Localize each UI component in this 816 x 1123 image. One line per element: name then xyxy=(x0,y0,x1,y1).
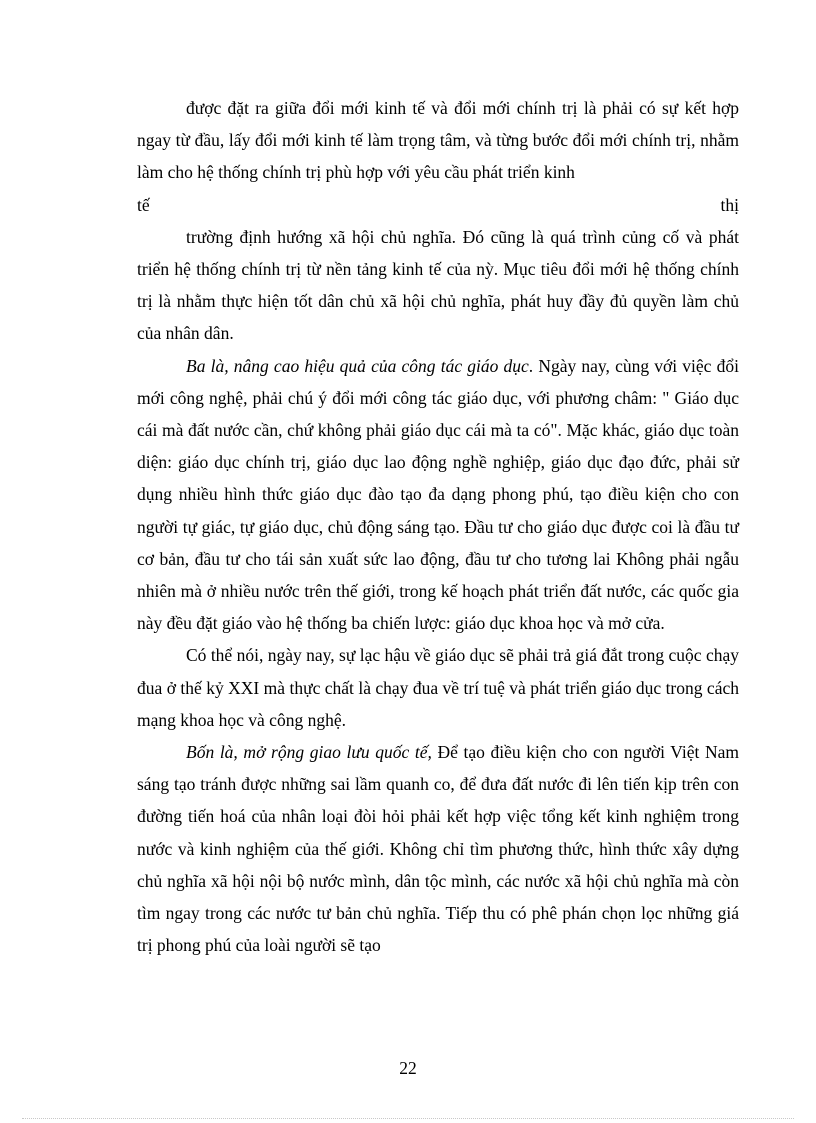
paragraph-1-line-2: tế thị xyxy=(137,194,739,215)
paragraph-4-text: Có thể nói, ngày nay, sự lạc hậu về giáo dục sẽ phải trả giá đắt trong cuộc chạy đua ở thế kỷ XXI mà thực chất là chạy đua về trí tuệ và phát triển giáo dục trong cách mạng khoa học và công nghệ. xyxy=(137,645,739,730)
document-body xyxy=(137,92,739,961)
paragraph-2 xyxy=(137,221,739,350)
paragraph-3-text: . Ngày nay, cùng với việc đổi mới công nghệ, phải chú ý đổi mới công tác giáo dục, với phương châm: " Giáo dục cái mà đất nước cần, chứ không phải giáo dục cái mà ta có". Mặc khác, giáo dục toàn diện: giáo dục chính trị, giáo dục lao động nghề nghiệp, giáo dục đạo đức, phải sử dụng nhiều hình thức giáo dục đào tạo đa dạng phong phú, tạo điều kiện cho con người tự giác, tự giáo dục, chủ động sáng tạo. Đầu tư cho giáo dục được coi là đầu tư cơ bản, đầu tư cho tái sản xuất sức lao động, đầu tư cho tương lai Không phải ngẫu nhiên mà ở nhiều nước trên thế giới, trong kế hoạch phát triển đất nước, các quốc gia này đều đặt giáo vào hệ thống ba chiến lược: giáo dục khoa học và mở cửa. xyxy=(137,355,739,634)
paragraph-3 xyxy=(137,350,739,640)
page-bottom-divider xyxy=(22,1118,794,1119)
paragraph-5 xyxy=(137,736,739,961)
page-number: 22 xyxy=(399,1058,417,1078)
paragraph-1 xyxy=(137,92,739,221)
paragraph-5-text: Để tạo điều kiện cho con người Việt Nam sáng tạo tránh được những sai lầm quanh co, để đưa đất nước đi lên tiến kịp trên con đường tiến hoá của nhân loại đòi hỏi phải kết hợp việc tổng kết kinh nghiệm trong nước và kinh nghiệm của thế giới. Không chỉ tìm phương thức, hình thức xây dựng chủ nghĩa xã hội nội bộ nước mình, dân tộc mình, các nước xã hội chủ nghĩa mà còn tìm ngay trong các nước tư bản chủ nghĩa. Tiếp thu có phê phán chọn lọc những giá trị phong phú của loài người sẽ tạo xyxy=(137,742,739,956)
paragraph-3-lead: Ba là, nâng cao hiệu quả của công tác giáo dục xyxy=(186,355,529,376)
paragraph-2-text: trường định hướng xã hội chủ nghĩa. Đó cũng là quá trình củng cố và phát triển hệ thống chính trị từ nền tảng kinh tế của nỳ. Mục tiêu đổi mới hệ thống chính trị là nhằm thực hiện tốt dân chủ xã hội chủ nghĩa, phát huy đầy đủ quyền làm chủ của nhân dân. xyxy=(137,226,739,344)
paragraph-4 xyxy=(137,639,739,736)
paragraph-1-line-1: được đặt ra giữa đổi mới kinh tế và đổi mới chính trị là phải có sự kết hợp ngay từ đầu, lấy đổi mới kinh tế làm trọng tâm, và từng bước đổi mới chính trị, nhằm làm cho hệ thống chính trị phù hợp với yêu cầu phát triển kinh xyxy=(137,98,739,183)
paragraph-5-lead: Bốn là, mở rộng giao lưu quốc tế, xyxy=(186,742,432,763)
